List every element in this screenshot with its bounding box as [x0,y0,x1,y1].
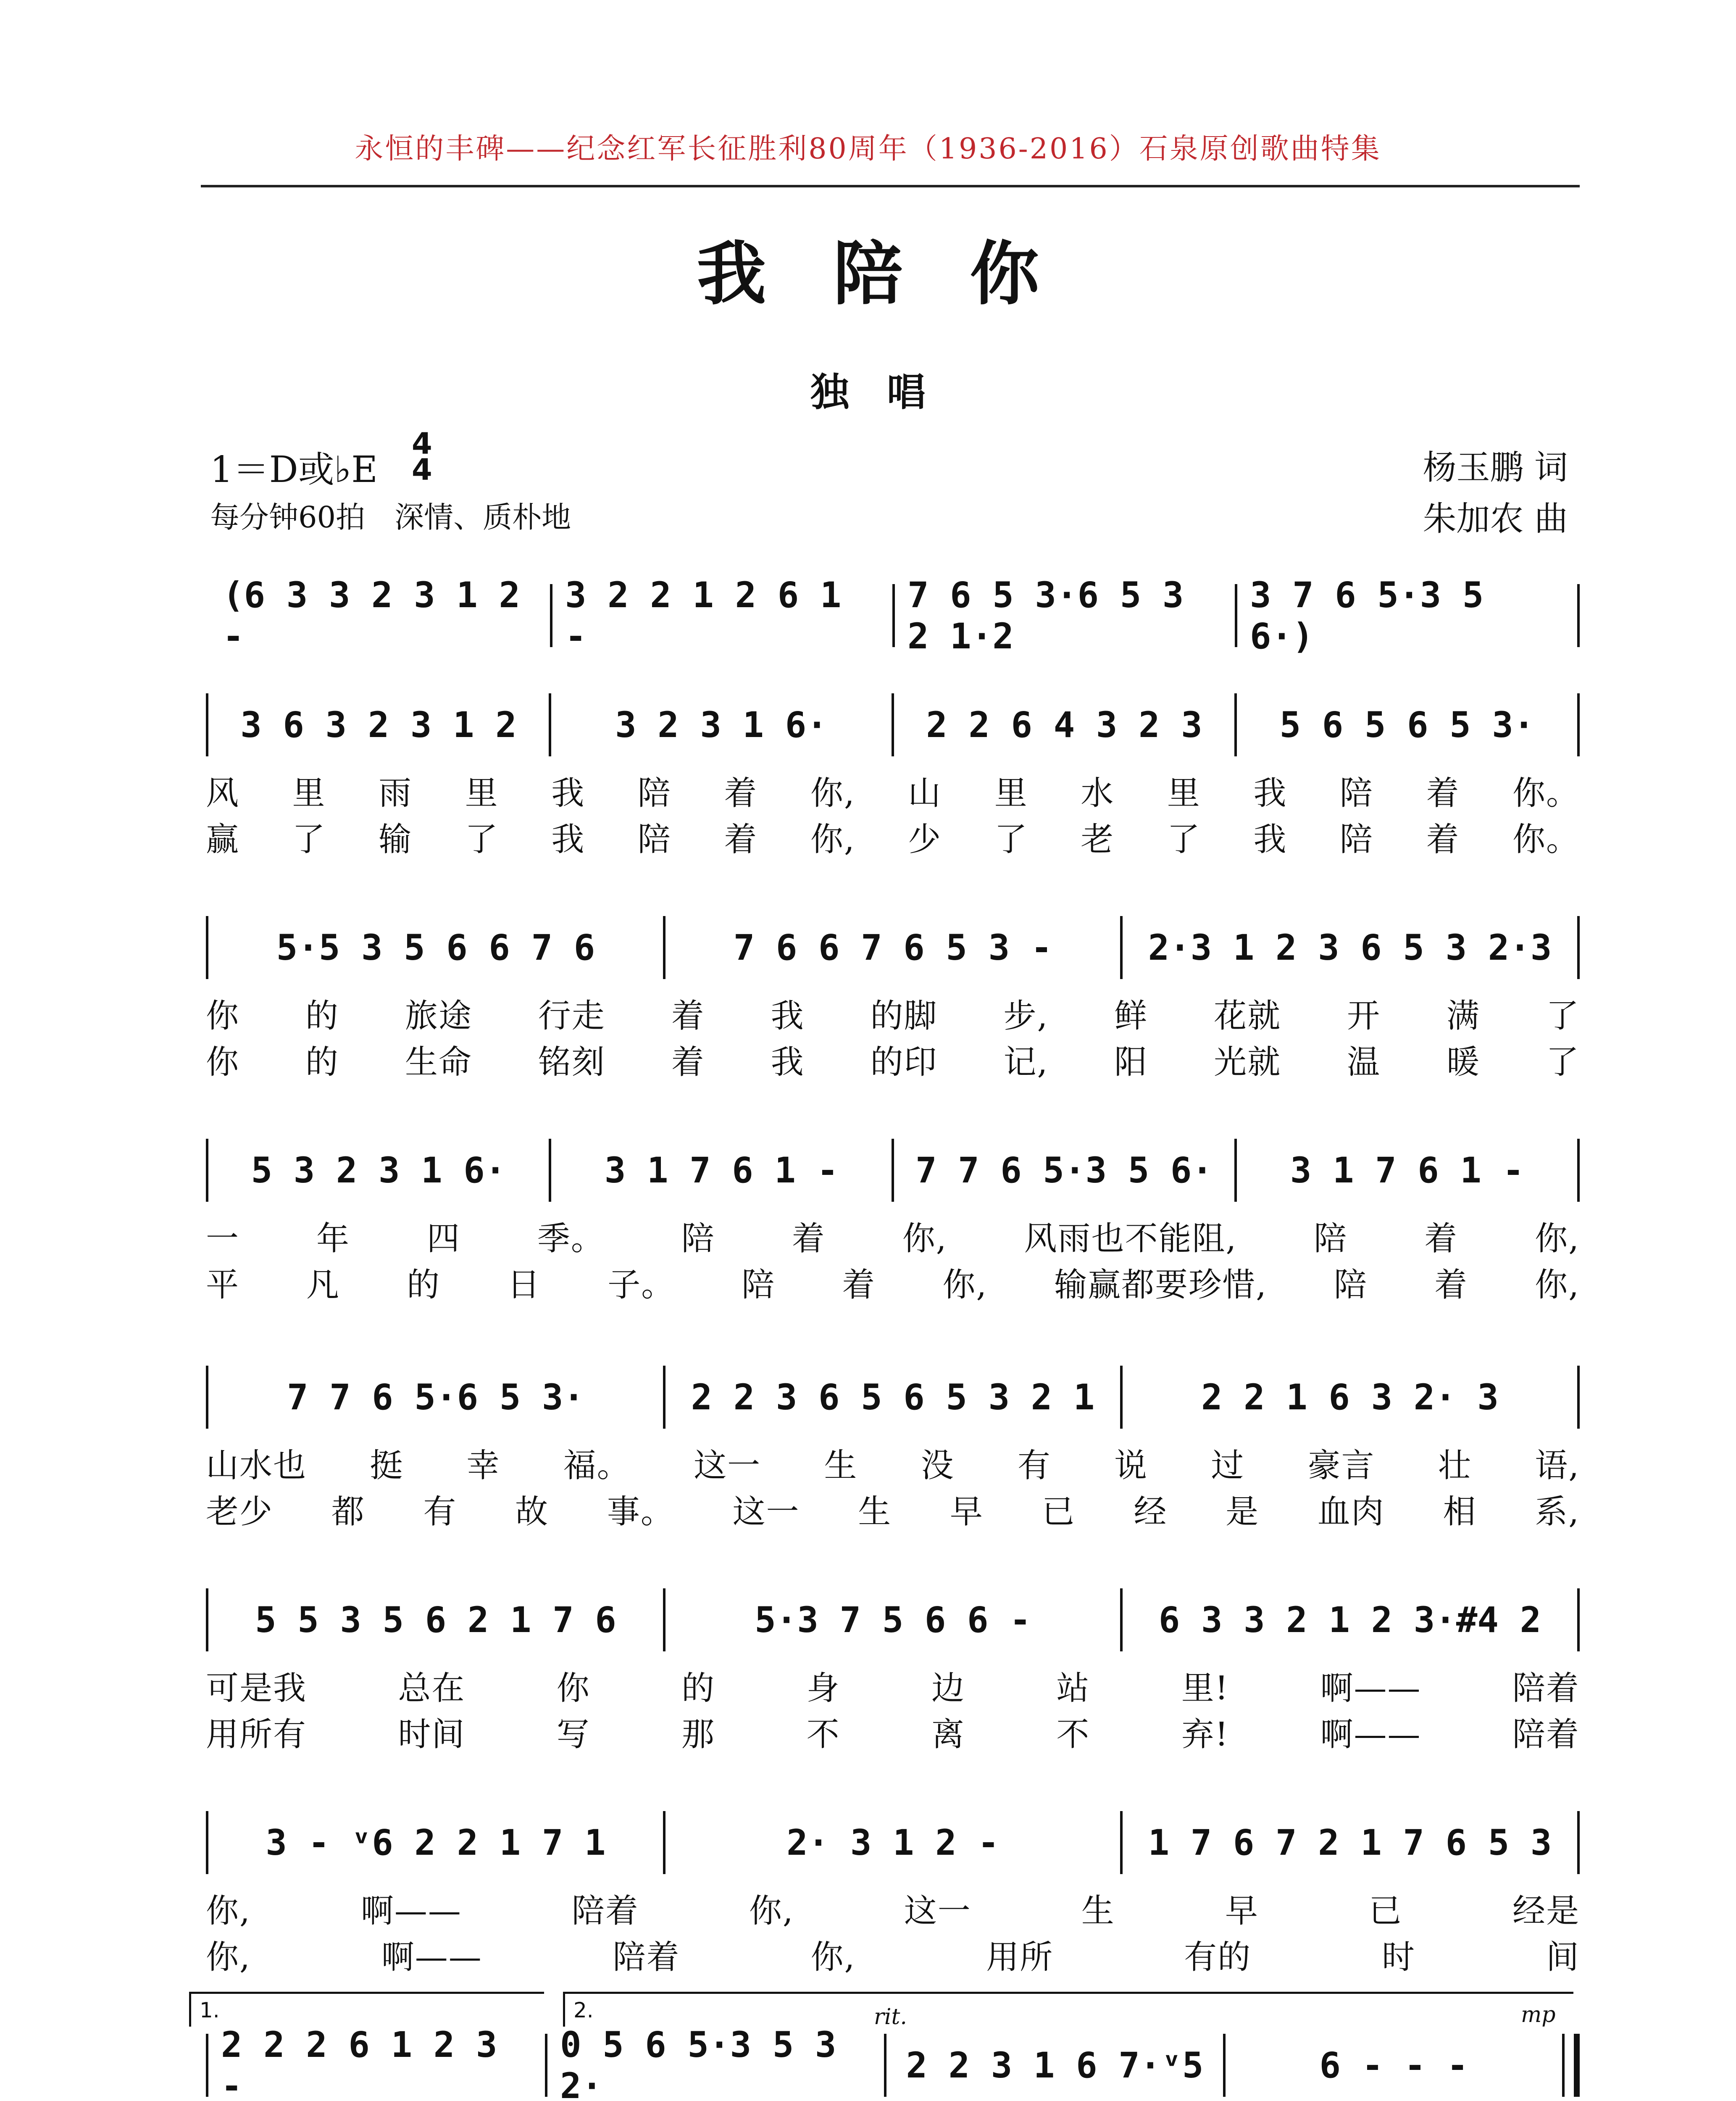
lyric-line-2 [206,1258,1580,1306]
lyric-line-1 [206,1439,1580,1486]
lyric-syllable: 站 [1056,1669,1090,1707]
lyric-syllable: 边 [931,1669,965,1707]
lyric-syllable: 我 [771,1043,805,1081]
measure [665,1822,1120,1863]
lyric-syllable: 啊—— [381,1938,482,1976]
lyric-syllable: 有的 [1184,1938,1252,1976]
lyric-syllable: 你, [942,1266,988,1304]
measure [551,1150,892,1191]
measure [1123,1822,1577,1863]
time-signature-bottom: 4 [412,453,432,487]
lyric-syllable: 着 [842,1266,876,1304]
measure [208,927,663,968]
measure [1123,927,1577,968]
lyric-syllable: 早 [950,1493,984,1531]
notation-row [206,574,1580,657]
lyric-syllable: 挺 [370,1447,404,1485]
ritardando-marking: rit. [874,2004,907,2030]
measure [547,2024,884,2101]
lyric-line-1 [206,767,1580,814]
measure-notes: 2 2 2 6 1 2 3 - [221,2024,497,2101]
lyric-syllable: 你, [810,1938,856,1976]
tempo-marking: 每分钟60拍 深情、质朴地 [210,500,571,534]
measure [1237,704,1577,745]
lyric-syllable: 说 [1114,1447,1148,1485]
collection-banner: 永恒的丰碑——纪念红军长征胜利80周年（1936-2016）石泉原创歌曲特集 [355,132,1381,166]
measure-notes: 2 2 3 1 6 7·ᵛ5 [906,2045,1204,2086]
barline [206,584,210,647]
lyric-line-1 [206,1885,1580,1932]
lyric-syllable: 弃! [1181,1716,1229,1753]
lyric-syllable: 的 [305,997,339,1035]
lyric-syllable: 陪着 [1512,1669,1580,1707]
lyric-line-2 [206,1708,1580,1755]
lyric-syllable: 陪着 [1512,1716,1580,1753]
lyric-syllable: 风 [206,774,240,812]
measure [1123,1377,1577,1418]
lyric-syllable: 相 [1443,1493,1477,1531]
lyric-syllable: 是 [1226,1493,1260,1531]
lyric-syllable: 鲜 [1114,997,1148,1035]
lyric-line-1 [206,1662,1580,1709]
measure-notes: 6 - - - [1319,2045,1468,2086]
lyric-syllable: 了 [1546,1043,1580,1081]
dynamic-marking: mp [1521,2002,1556,2027]
measure [1226,2045,1562,2086]
lyric-syllable: 我 [771,997,805,1035]
lyric-syllable: 我 [551,821,585,858]
lyric-syllable: 着 [724,774,758,812]
lyric-syllable: 福。 [563,1447,631,1485]
lyric-syllable: 生 [824,1447,858,1485]
lyric-syllable: 你, [902,1220,947,1258]
measure [1123,1599,1577,1640]
lyric-syllable: 陪 [1314,1220,1348,1258]
measure-notes: 1 7 6 7 2 1 7 6 5 3 [1148,1822,1552,1863]
lyric-syllable: 都 [331,1493,365,1531]
lyric-syllable: 温 [1347,1043,1381,1081]
song-subtitle: 独唱 [810,369,963,415]
lyric-line-2 [206,813,1580,860]
lyric-syllable: 铭刻 [538,1043,605,1081]
lyric-syllable: 着 [792,1220,826,1258]
lyric-syllable: 陪 [637,774,671,812]
lyric-syllable: 着 [1424,1220,1458,1258]
lyric-syllable: 阳 [1114,1043,1148,1081]
measure [1237,574,1577,657]
notation-row [206,1361,1580,1433]
notation-row [206,912,1580,983]
lyric-syllable: 血肉 [1317,1493,1385,1531]
lyric-syllable: 这一 [694,1447,761,1485]
measure [210,574,550,657]
lyric-syllable: 生 [858,1493,892,1531]
lyric-syllable: 暖 [1446,1043,1480,1081]
measure-notes: 5 5 3 5 6 2 1 7 6 [255,1599,616,1640]
lyric-syllable: 你, [1535,1266,1580,1304]
lyric-line-2 [206,1036,1580,1083]
lyric-syllable: 身 [806,1669,840,1707]
measure-notes: 0 5 6 5·3 5 3 2· [560,2024,836,2101]
lyric-syllable: 着 [671,1043,705,1081]
lyric-line-2 [206,1931,1580,1978]
notation-row [206,1584,1580,1656]
lyric-syllable: 写 [556,1716,590,1753]
measure [208,1377,663,1418]
lyric-syllable: 行走 [538,997,605,1035]
measure [208,1822,663,1863]
lyric-syllable: 你, [749,1892,794,1930]
lyric-syllable: 你, [810,821,855,858]
system-end-barline [1577,1811,1580,1874]
lyric-syllable: 陪 [1334,1266,1368,1304]
measure [895,574,1235,657]
lyric-syllable: 日 [507,1266,541,1304]
measure [1237,1150,1577,1191]
measure [665,1377,1120,1418]
lyric-syllable: 的 [681,1669,715,1707]
measure [894,704,1234,745]
measure-notes: 3 1 7 6 1 - [604,1150,839,1191]
lyric-syllable: 语, [1535,1447,1580,1485]
lyric-syllable: 生 [1081,1892,1115,1930]
lyric-syllable: 的印 [870,1043,938,1081]
lyric-syllable: 我 [1253,774,1287,812]
lyric-syllable: 了 [1546,997,1580,1035]
lyric-syllable: 时间 [398,1716,466,1753]
measure-notes: 3 2 2 1 2 6 1 - [565,574,842,657]
lyric-syllable: 里 [1167,774,1201,812]
measure-notes: 7 6 6 7 6 5 3 - [733,927,1052,968]
notation-row [206,689,1580,761]
lyric-syllable: 平 [206,1266,240,1304]
system-end-barline [1577,693,1580,756]
lyric-syllable: 着 [724,821,758,858]
measure-notes: 5 6 5 6 5 3· [1279,704,1535,745]
system-end-barline [1577,1139,1580,1202]
volta-second-ending: 2. [563,1992,1573,2027]
lyric-syllable: 啊—— [1320,1669,1421,1707]
notation-row [206,1135,1580,1206]
system-end-barline [1577,1588,1580,1651]
lyric-syllable: 年 [316,1220,350,1258]
lyric-syllable: 季。 [537,1220,605,1258]
measure-notes: 2 2 3 6 5 6 5 3 2 1 [691,1377,1095,1418]
lyric-syllable: 里 [465,774,499,812]
lyric-syllable: 雨 [379,774,413,812]
lyric-syllable: 少 [908,821,942,858]
lyric-syllable: 你, [810,774,855,812]
volta-first-ending: 1. [189,1992,544,2027]
lyric-syllable: 陪着 [571,1892,639,1930]
lyric-syllable: 我 [1253,821,1287,858]
lyric-syllable: 着 [671,997,705,1035]
notation-row [206,2024,1580,2101]
lyric-syllable: 用所有 [206,1716,307,1753]
lyric-syllable: 输赢都要珍惜, [1054,1266,1267,1304]
lyric-line-2 [206,1485,1580,1532]
measure [665,927,1120,968]
measure-notes: (6 3 3 2 3 1 2 - [223,574,521,657]
lyric-syllable: 没 [921,1447,955,1485]
lyric-syllable: 故 [515,1493,549,1531]
lyric-syllable: 壮 [1438,1447,1472,1485]
lyric-syllable: 输 [379,821,413,858]
lyric-syllable: 的 [407,1266,441,1304]
lyric-syllable: 旅途 [405,997,472,1035]
lyric-syllable: 早 [1225,1892,1259,1930]
header-divider [201,185,1580,187]
measure [665,1599,1120,1640]
lyric-syllable: 用所 [986,1938,1054,1976]
lyric-syllable: 四 [426,1220,460,1258]
lyric-syllable: 着 [1426,821,1460,858]
measure-notes: 6 3 3 2 1 2 3·#4 2 [1158,1599,1541,1640]
lyric-syllable: 赢 [206,821,240,858]
lyric-syllable: 山水也 [206,1447,307,1485]
lyric-syllable: 经是 [1512,1892,1580,1930]
measure [208,704,549,745]
lyric-syllable: 步, [1003,997,1049,1035]
measure-notes: 2·3 1 2 3 6 5 3 2·3 [1148,927,1552,968]
lyric-syllable: 着 [1434,1266,1468,1304]
lyric-syllable: 离 [931,1716,965,1753]
lyric-syllable: 了 [292,821,326,858]
lyric-syllable: 山 [908,774,942,812]
measure-notes: 5 3 2 3 1 6· [251,1150,506,1191]
lyric-syllable: 可是我 [206,1669,307,1707]
lyric-syllable: 有 [1017,1447,1051,1485]
measure-notes: 7 7 6 5·3 5 6· [915,1150,1213,1191]
lyric-syllable: 里 [292,774,326,812]
system-end-barline [1562,2034,1580,2097]
key-signature: 1＝D或♭E [210,449,378,491]
lyric-syllable: 子。 [608,1266,675,1304]
measure-notes: 3 - ᵛ6 2 2 1 7 1 [266,1822,606,1863]
lyric-syllable: 已 [1368,1892,1402,1930]
system-end-barline [1577,916,1580,979]
lyric-syllable: 系, [1535,1493,1580,1531]
lyric-syllable: 一 [206,1220,240,1258]
lyric-syllable: 间 [1546,1938,1580,1976]
time-signature [412,427,432,487]
lyric-syllable: 里 [994,774,1028,812]
song-title: 我陪你 [697,233,1107,314]
lyric-syllable: 已 [1042,1493,1076,1531]
lyric-syllable: 你 [206,1043,240,1081]
lyric-syllable: 了 [465,821,499,858]
lyric-syllable: 满 [1446,997,1480,1035]
measure [208,1150,549,1191]
lyric-line-1 [206,1212,1580,1259]
lyric-syllable: 豪言 [1307,1447,1375,1485]
measure-notes: 3 2 3 1 6· [615,704,828,745]
lyric-syllable: 你, [206,1938,251,1976]
lyric-syllable: 风雨也不能阻, [1024,1220,1237,1258]
measure [551,704,892,745]
lyric-syllable: 生命 [405,1043,472,1081]
lyric-syllable: 的 [305,1043,339,1081]
measure-notes: 2 2 6 4 3 2 3 [926,704,1202,745]
measure-notes: 3 1 7 6 1 - [1290,1150,1524,1191]
lyric-line-1 [206,990,1580,1037]
lyric-syllable: 你, [1535,1220,1580,1258]
measure-notes: 3 6 3 2 3 1 2 [240,704,517,745]
lyric-syllable: 那 [681,1716,715,1753]
system-end-barline [1577,1366,1580,1429]
lyric-syllable: 你 [206,997,240,1035]
lyric-syllable: 过 [1211,1447,1245,1485]
lyric-syllable: 总在 [398,1669,466,1707]
lyric-syllable: 陪 [742,1266,776,1304]
lyric-syllable: 啊—— [1320,1716,1421,1753]
lyric-syllable: 幸 [466,1447,500,1485]
measure-notes: 5·3 7 5 6 6 - [755,1599,1031,1640]
lyricist-credit: 杨玉鹏 词 [1423,448,1568,487]
measure-notes: 2 2 1 6 3 2· 3 [1201,1377,1499,1418]
lyric-syllable: 这一 [904,1892,971,1930]
measure-notes: 3 7 6 5·3 5 6·) [1250,574,1484,657]
time-signature-top: 4 [412,427,432,461]
lyric-syllable: 不 [806,1716,840,1753]
measure [208,1599,663,1640]
measure-notes: 7 7 6 5·6 5 3· [287,1377,584,1418]
lyric-syllable: 记, [1003,1043,1049,1081]
lyric-syllable: 你, [206,1892,251,1930]
lyric-syllable: 啊—— [360,1892,462,1930]
lyric-syllable: 陪 [681,1220,715,1258]
lyric-syllable: 了 [1167,821,1201,858]
measure-notes: 2· 3 1 2 - [786,1822,999,1863]
measure-notes: 7 6 5 3·6 5 3 2 1·2 [907,574,1184,657]
lyric-syllable: 老 [1081,821,1115,858]
lyric-syllable: 事。 [607,1493,674,1531]
lyric-syllable: 不 [1056,1716,1090,1753]
lyric-syllable: 花就 [1214,997,1281,1035]
lyric-syllable: 凡 [306,1266,340,1304]
lyric-syllable: 你 [556,1669,590,1707]
lyric-syllable: 的脚 [870,997,938,1035]
measure [886,2045,1223,2086]
measure-notes: 5·5 3 5 6 6 7 6 [276,927,595,968]
lyric-syllable: 陪 [1339,774,1373,812]
lyric-syllable: 这一 [732,1493,800,1531]
lyric-syllable: 水 [1081,774,1115,812]
lyric-syllable: 时 [1382,1938,1416,1976]
lyric-syllable: 了 [994,821,1028,858]
lyric-syllable: 我 [551,774,585,812]
composer-credit: 朱加农 曲 [1423,499,1568,538]
measure [894,1150,1234,1191]
lyric-syllable: 你。 [1512,821,1580,858]
lyric-syllable: 着 [1426,774,1460,812]
lyric-syllable: 里! [1181,1669,1229,1707]
measure [208,2024,545,2101]
lyric-syllable: 有 [423,1493,457,1531]
lyric-syllable: 陪 [1339,821,1373,858]
lyric-syllable: 陪着 [613,1938,680,1976]
measure [552,574,892,657]
notation-row [206,1807,1580,1878]
lyric-syllable: 陪 [637,821,671,858]
lyric-syllable: 开 [1347,997,1381,1035]
lyric-syllable: 经 [1134,1493,1168,1531]
system-end-barline [1577,584,1580,647]
lyric-syllable: 老少 [206,1493,274,1531]
lyric-syllable: 光就 [1214,1043,1281,1081]
lyric-syllable: 你。 [1512,774,1580,812]
